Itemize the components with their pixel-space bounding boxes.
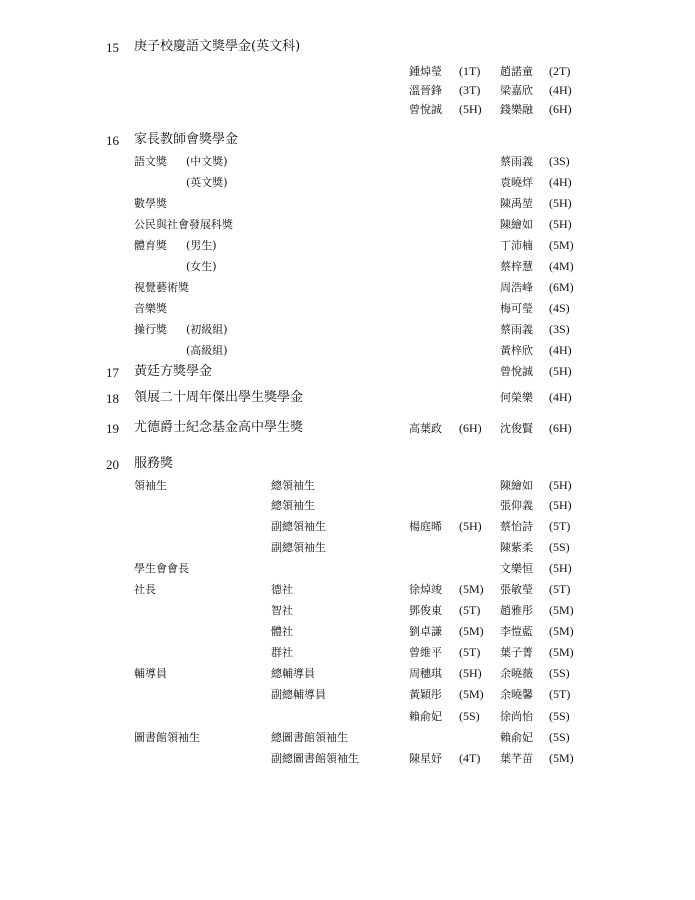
right-name: 袁曉烊: [500, 176, 533, 189]
right-name: 葉芊苗: [500, 752, 533, 765]
award-category: 數學獎: [134, 197, 167, 210]
right-name: 徐尚怡: [500, 710, 533, 723]
right-name: 余曉馨: [500, 688, 533, 701]
right-name: 曾悅誠: [500, 365, 533, 378]
left-class: (5T): [459, 603, 481, 617]
service-role: 體社: [271, 625, 293, 638]
left-class: (4T): [459, 751, 481, 765]
award-subcategory: (初級組): [186, 323, 228, 336]
right-name: 余曉薇: [500, 667, 533, 680]
award-category: 體育獎: [134, 239, 167, 252]
right-class: (5M): [549, 603, 574, 617]
right-class: (2T): [549, 64, 571, 78]
left-name: 溫晉鋒: [409, 84, 442, 97]
left-class: (5M): [459, 624, 484, 638]
right-class: (3S): [549, 322, 570, 336]
service-role: 副總領袖生: [271, 520, 326, 533]
award-category: 公民與社會發展科獎: [134, 218, 233, 231]
left-class: (5M): [459, 687, 484, 701]
award-subcategory: (中文獎): [186, 155, 228, 168]
right-name: 葉子菁: [500, 646, 533, 659]
service-category: 社長: [134, 583, 156, 596]
right-class: (3S): [549, 154, 570, 168]
right-class: (5H): [549, 498, 572, 512]
service-role: 副總領袖生: [271, 541, 326, 554]
left-class: (3T): [459, 83, 481, 97]
left-name: 黃穎彤: [409, 688, 442, 701]
right-name: 趙雅彤: [500, 604, 533, 617]
left-name: 徐焯竣: [409, 583, 442, 596]
left-name: 曾維平: [409, 646, 442, 659]
right-name: 梁嘉欣: [500, 84, 533, 97]
left-name: 楊庭晞: [409, 520, 442, 533]
award-category: 操行獎: [134, 323, 167, 336]
right-class: (5S): [549, 540, 570, 554]
service-role: 群社: [271, 646, 293, 659]
right-class: (5S): [549, 730, 570, 744]
service-role: 總領袖生: [271, 479, 315, 492]
left-name: 賴俞妃: [409, 710, 442, 723]
right-name: 蔡雨義: [500, 323, 533, 336]
award-subcategory: (男生): [186, 239, 217, 252]
right-class: (5S): [549, 666, 570, 680]
right-name: 錢樂融: [500, 103, 533, 116]
right-class: (4M): [549, 259, 574, 273]
right-name: 張敏瑩: [500, 583, 533, 596]
service-role: 德社: [271, 583, 293, 596]
service-category: 圖書館領袖生: [134, 731, 200, 744]
right-class: (5M): [549, 624, 574, 638]
section-title: 庚子校慶語文獎學金(英文科): [134, 39, 301, 54]
right-class: (5H): [549, 561, 572, 575]
right-class: (4H): [549, 83, 572, 97]
right-name: 丁沛楠: [500, 239, 533, 252]
award-subcategory: (高級組): [186, 344, 228, 357]
right-class: (5T): [549, 519, 571, 533]
right-class: (4H): [549, 343, 572, 357]
right-name: 陳繪如: [500, 218, 533, 231]
right-class: (5H): [549, 364, 572, 378]
right-name: 黃梓欣: [500, 344, 533, 357]
right-name: 李愷藍: [500, 625, 533, 638]
right-name: 周浩峰: [500, 281, 533, 294]
right-class: (5H): [549, 217, 572, 231]
section-title: 黃廷方獎學金: [134, 364, 213, 379]
right-name: 沈俊賢: [500, 422, 533, 435]
award-category: 語文獎: [134, 155, 167, 168]
left-name: 劉卓謙: [409, 625, 442, 638]
section-number: 20: [106, 457, 119, 472]
right-name: 蔡雨義: [500, 155, 533, 168]
right-class: (5M): [549, 238, 574, 252]
service-role: 總領袖生: [271, 499, 315, 512]
service-role: 總輔導員: [271, 667, 315, 680]
right-class: (4S): [549, 301, 570, 315]
right-class: (6H): [549, 421, 572, 435]
award-category: 視覺藝術獎: [134, 281, 189, 294]
section-title: 領展二十周年傑出學生獎學金: [134, 390, 304, 405]
right-class: (5H): [549, 196, 572, 210]
service-category: 學生會會長: [134, 562, 189, 575]
left-class: (5H): [459, 519, 482, 533]
left-class: (6H): [459, 421, 482, 435]
right-name: 陳禹堃: [500, 197, 533, 210]
right-class: (4H): [549, 175, 572, 189]
left-class: (5H): [459, 666, 482, 680]
right-class: (6H): [549, 102, 572, 116]
left-name: 曾悅誠: [409, 103, 442, 116]
section-number: 19: [106, 421, 119, 436]
right-name: 梅可瑩: [500, 302, 533, 315]
award-subcategory: (女生): [186, 260, 217, 273]
service-category: 輔導員: [134, 667, 167, 680]
right-name: 何榮樂: [500, 391, 533, 404]
left-class: (5T): [459, 645, 481, 659]
service-role: 副總圖書館領袖生: [271, 752, 359, 765]
section-title: 服務獎: [134, 456, 174, 471]
right-class: (5T): [549, 582, 571, 596]
left-name: 周穗琪: [409, 667, 442, 680]
section-number: 15: [106, 40, 119, 55]
left-class: (5H): [459, 102, 482, 116]
section-title: 尤德爵士紀念基金高中學生獎: [134, 420, 304, 435]
right-class: (4H): [549, 390, 572, 404]
section-number: 18: [106, 391, 119, 406]
right-class: (5H): [549, 478, 572, 492]
right-name: 賴俞妃: [500, 731, 533, 744]
right-name: 文樂恒: [500, 562, 533, 575]
service-role: 總圖書館領袖生: [271, 731, 348, 744]
right-name: 陳紫柔: [500, 541, 533, 554]
service-category: 領袖生: [134, 479, 167, 492]
right-name: 陳繪如: [500, 479, 533, 492]
left-class: (5S): [459, 709, 480, 723]
right-name: 趙諾童: [500, 65, 533, 78]
left-name: 陳星妤: [409, 752, 442, 765]
left-name: 高葉政: [409, 422, 442, 435]
left-name: 鄧俊東: [409, 604, 442, 617]
right-class: (5M): [549, 645, 574, 659]
right-class: (5M): [549, 751, 574, 765]
right-name: 張仰義: [500, 499, 533, 512]
left-class: (5M): [459, 582, 484, 596]
award-subcategory: (英文獎): [186, 176, 228, 189]
section-number: 16: [106, 133, 119, 148]
right-class: (5S): [549, 709, 570, 723]
right-class: (6M): [549, 280, 574, 294]
section-title: 家長教師會獎學金: [134, 132, 239, 147]
right-name: 蔡怡詩: [500, 520, 533, 533]
section-number: 17: [106, 365, 119, 380]
service-role: 副總輔導員: [271, 688, 326, 701]
award-category: 音樂獎: [134, 302, 167, 315]
right-name: 蔡梓慧: [500, 260, 533, 273]
right-class: (5T): [549, 687, 571, 701]
service-role: 智社: [271, 604, 293, 617]
left-name: 鍾焯瑩: [409, 65, 442, 78]
left-class: (1T): [459, 64, 481, 78]
